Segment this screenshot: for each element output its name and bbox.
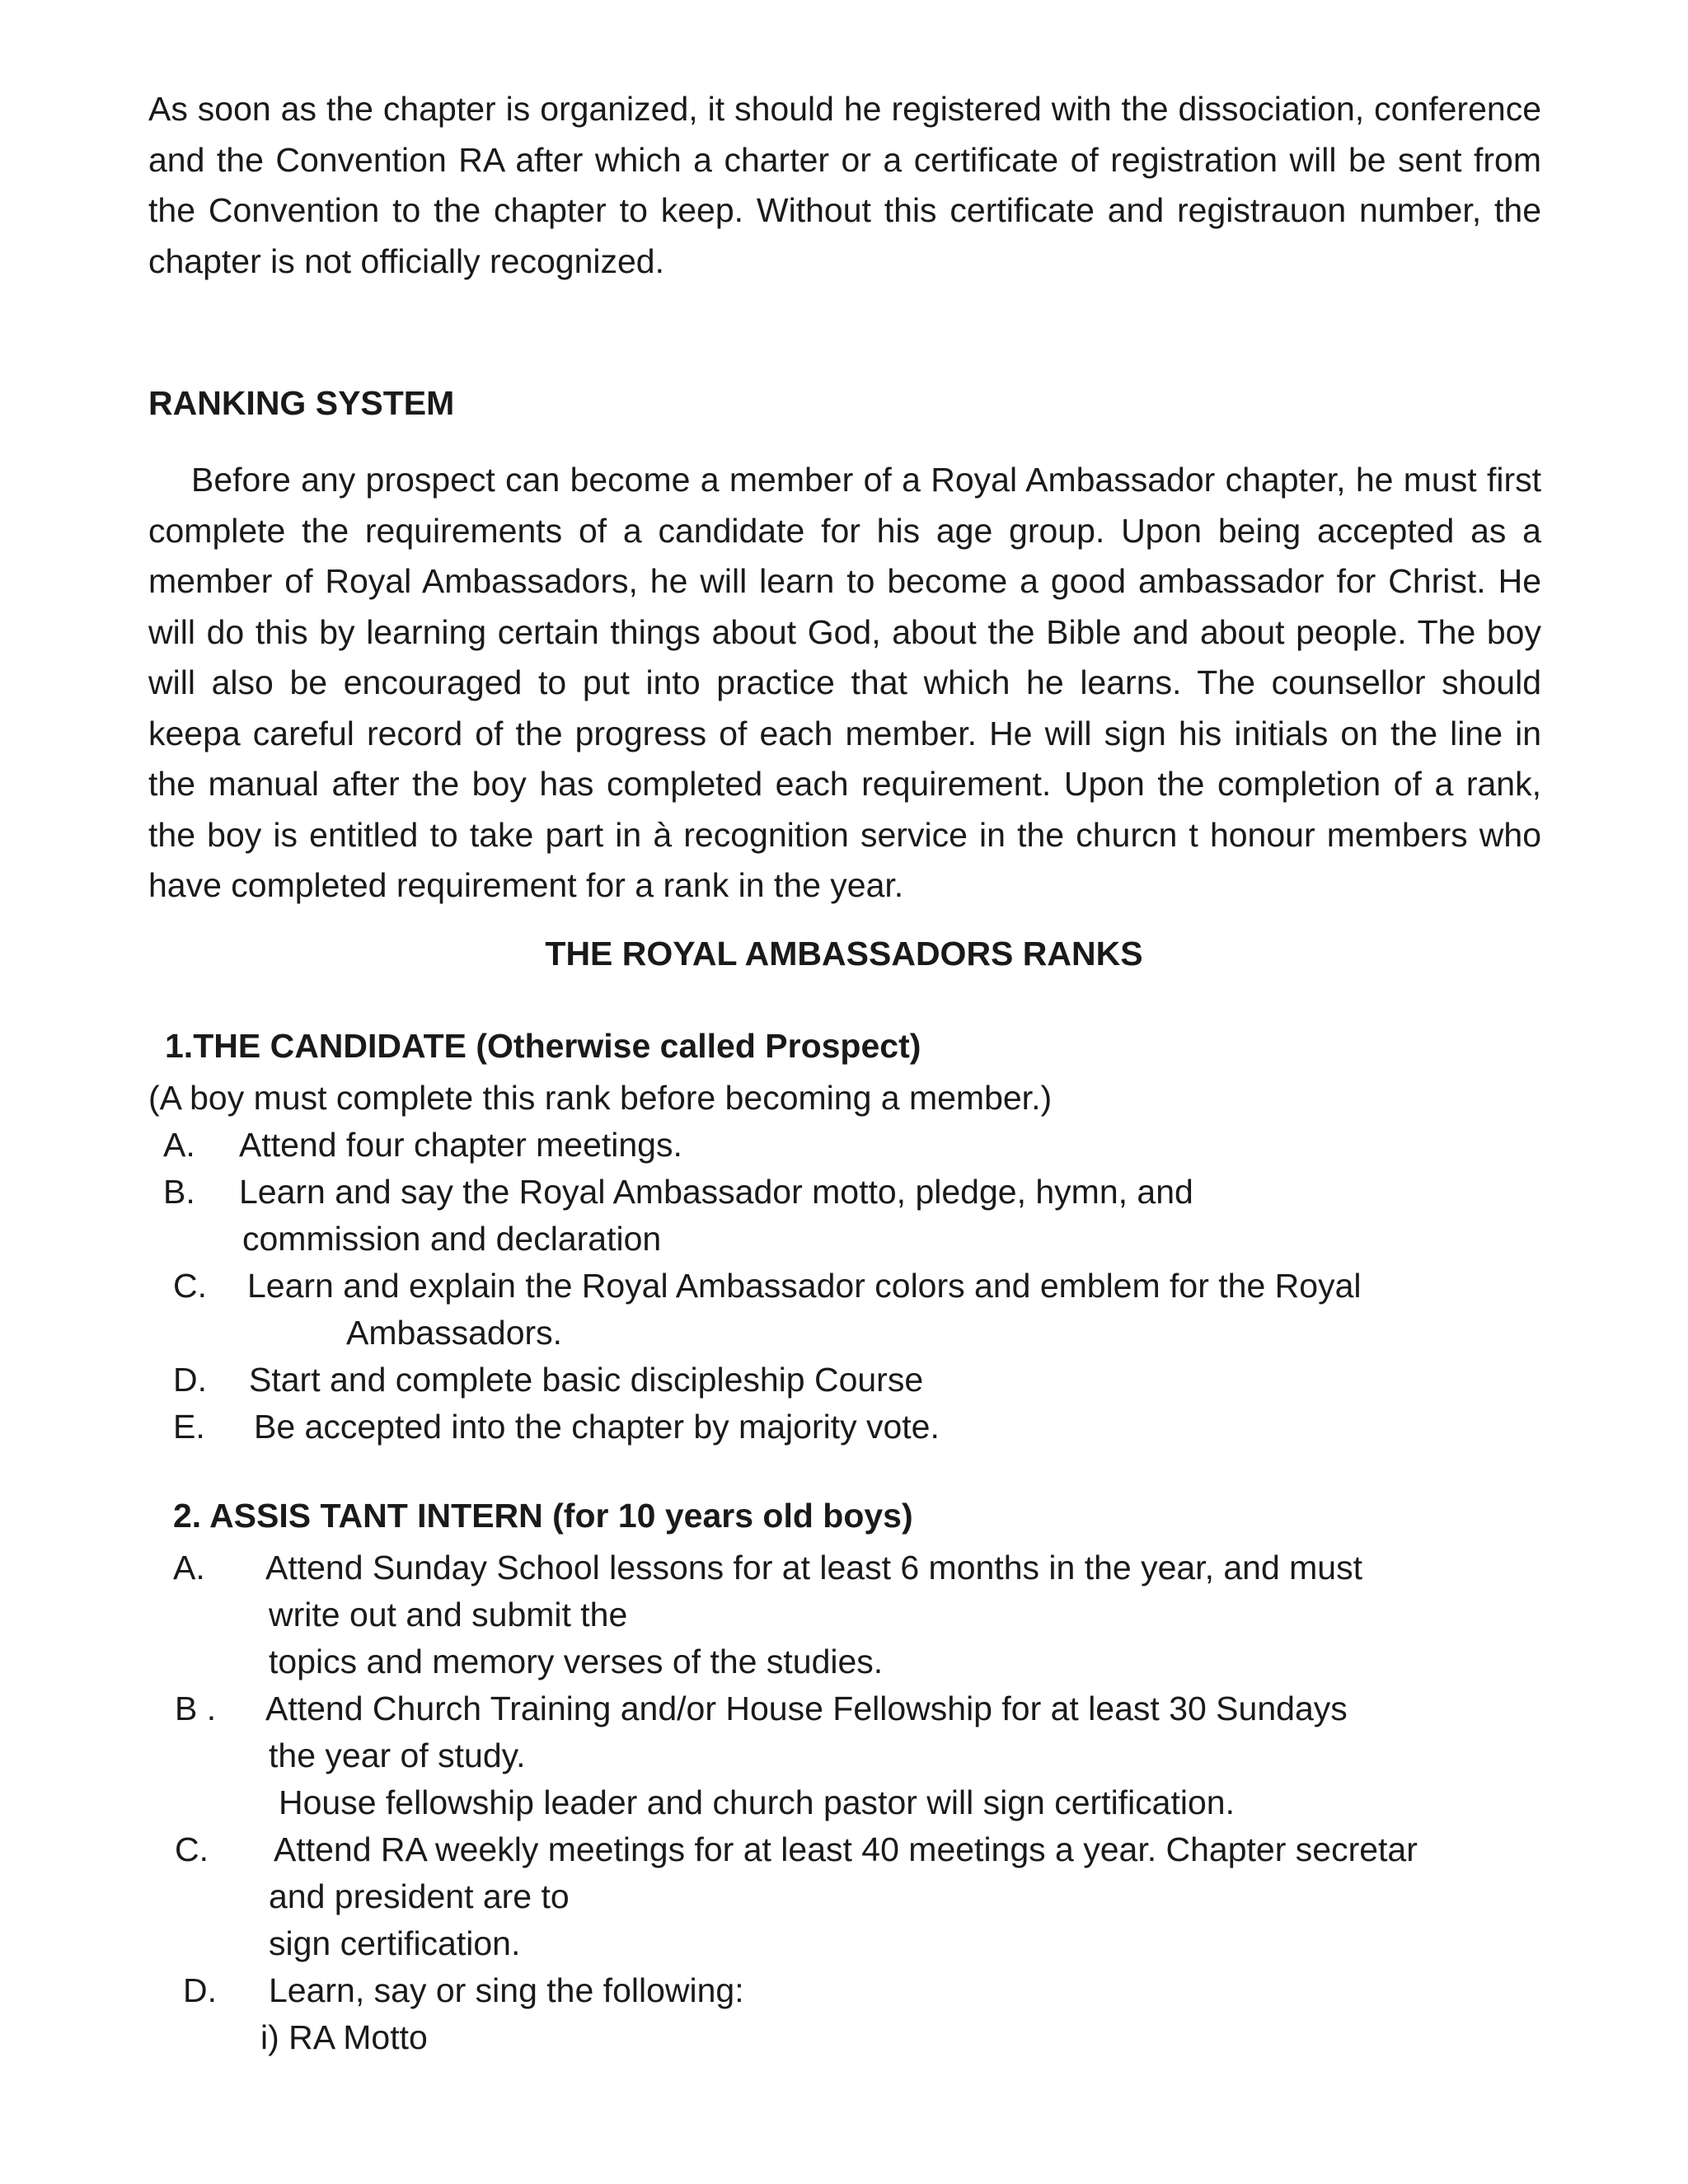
intern-item-b-text-1: Attend Church Training and/or House Fellowship for at least 30 Sundays (265, 1690, 1348, 1727)
intern-item-a-text-3: topics and memory verses of the studies. (269, 1643, 884, 1680)
intern-item-c-text-2: and president are to (269, 1877, 570, 1915)
intern-heading: 2. ASSIS TANT INTERN (for 10 years old boys) (173, 1497, 913, 1535)
intern-item-c-label: C. (175, 1830, 209, 1868)
candidate-item-e-label: E. (173, 1408, 205, 1446)
intern-item-a-label: A. (173, 1549, 205, 1586)
candidate-item-c-label: C. (173, 1267, 207, 1305)
intern-item-a-text-2: write out and submit the (269, 1596, 628, 1633)
ranking-system-heading: RANKING SYSTEM (148, 384, 455, 422)
candidate-item-c-text-1: Learn and explain the Royal Ambassador colors and emblem for the Royal (247, 1267, 1362, 1305)
intern-item-b-text-2: the year of study. (269, 1736, 526, 1774)
intern-item-c-text-3: sign certification. (269, 1924, 521, 1962)
intern-item-d-text-1: Learn, say or sing the following: (269, 1971, 744, 2009)
intern-item-b-label: B . (175, 1690, 217, 1727)
candidate-item-b-text-2: commission and declaration (242, 1220, 662, 1258)
candidate-item-b-label: B. (163, 1173, 195, 1211)
candidate-item-d-text: Start and complete basic discipleship Course (249, 1361, 924, 1399)
candidate-item-c-text-2: Ambassadors. (346, 1314, 563, 1352)
candidate-item-a-text: Attend four chapter meetings. (239, 1126, 682, 1164)
ranking-paragraph: Before any prospect can become a member of a Royal Ambassador chapter, he must first complete the requirements of a candidate for his age group. Upon being accepted as a member of Royal Ambassadors, he will learn to become a good ambassador for Christ. He will do this by learning certain things about God, about the Bible and about people. The boy will also be encouraged to put into practice that which he learns. The counsellor should keepa careful record of the progress of each member. He will sign his initials on the line in the manual after the boy has completed each requirement. Upon the completion of a rank, the boy is entitled to take part in à recognition service in the churcn t honour members who have completed requirement for a rank in the year. (148, 461, 1541, 904)
candidate-item-e-text: Be accepted into the chapter by majority vote. (254, 1408, 940, 1446)
ranks-title: THE ROYAL AMBASSADORS RANKS (545, 935, 1143, 972)
intern-item-d-label: D. (183, 1971, 217, 2009)
candidate-note: (A boy must complete this rank before becoming a member.) (148, 1079, 1053, 1117)
intro-paragraph: As soon as the chapter is organized, it should he registered with the dissociation, conference and the Convention RA after which a charter or a certificate of registration will be sent from the Convention to the chapter to keep. Without this certificate and registrauon number, the chapter is not officially recognized. (148, 90, 1541, 280)
intern-item-c-text-1: Attend RA weekly meetings for at least 40 meetings a year. Chapter secretar (274, 1830, 1418, 1868)
intern-item-b-text-3: House fellowship leader and church pastor will sign certification. (279, 1783, 1235, 1821)
candidate-item-b-text-1: Learn and say the Royal Ambassador motto, pledge, hymn, and (239, 1173, 1193, 1211)
intern-item-a-text-1: Attend Sunday School lessons for at least 6 months in the year, and must (265, 1549, 1362, 1586)
candidate-heading: 1.THE CANDIDATE (Otherwise called Prospect) (165, 1027, 921, 1065)
intern-item-d-text-2: i) RA Motto (260, 2018, 428, 2056)
candidate-item-a-label: A. (163, 1126, 195, 1164)
candidate-item-d-label: D. (173, 1361, 207, 1399)
